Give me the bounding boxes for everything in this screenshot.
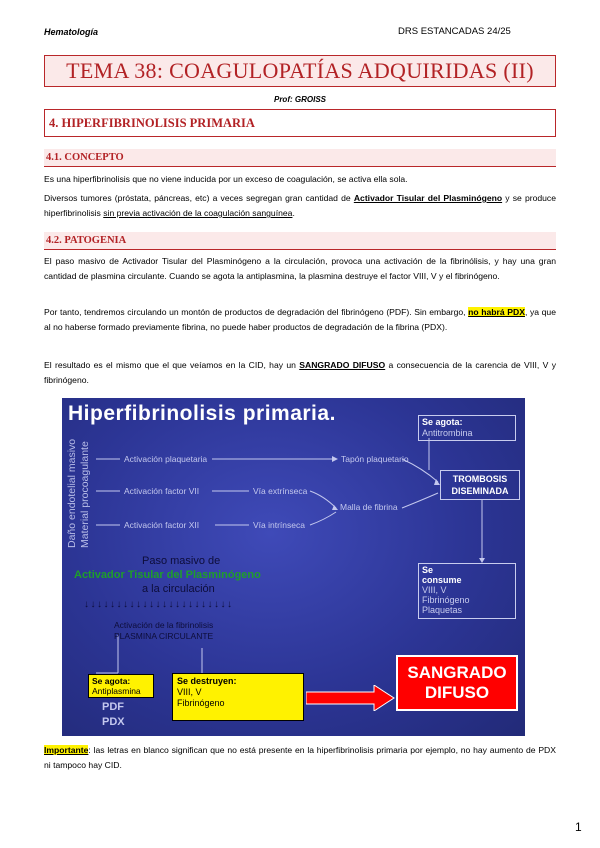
trombosis-box (440, 470, 520, 500)
consume-line-2: consume (422, 575, 462, 585)
sangrado-difuso-box (396, 655, 518, 711)
concepto-sin-previa-emphasis: sin previa activación de la coagulación sanguínea (103, 208, 293, 218)
hiperfibrinolisis-diagram (62, 398, 525, 736)
label-tapon-plaquetario: Tapón plaquetario (341, 454, 409, 464)
sangrado-line-1: SANGRADO (407, 663, 507, 682)
patogenia-text-d: El resultado es el mismo que el que veíamos en la CID, hay un (44, 360, 300, 370)
important-text: : las letras en blanco significan que no está presente en la hiperfibrinolisis primaria por ejemplo, no hay aumento de PDX ni tampoco hay CID. (44, 745, 556, 770)
concepto-text-a: Diversos tumores (próstata, páncreas, etc) a veces segregan gran cantidad de (44, 193, 354, 203)
antitrombina-value: Antitrombina (422, 428, 473, 438)
subsection-patogenia-title: 4.2. PATOGENIA (46, 235, 127, 246)
patogenia-text-a: Por tanto, tendremos circulando un montón de productos de degradación del fibrinógeno (PDF). Sin embargo, (44, 307, 469, 317)
diagram-title: Hiperfibrinolisis primaria. (68, 402, 336, 425)
section-heading: 4. HIPERFIBRINOLISIS PRIMARIA (49, 115, 255, 130)
subsection-concepto (44, 149, 556, 167)
paso-masivo-line-3: a la circulación (142, 583, 215, 595)
concepto-text-c: y se produce hiperfibrinolisis (44, 193, 556, 218)
label-activacion-plaquetaria: Activación plaquetaria (124, 454, 208, 464)
header-subject: Hematología (44, 27, 99, 37)
page-number: 1 (575, 820, 582, 834)
consume-box (418, 563, 516, 619)
trombosis-line-1: TROMBOSIS (452, 474, 508, 484)
antiplasmina-value: Antiplasmina (92, 686, 141, 696)
fibrinolisis-line-2: PLASMINA CIRCULANTE (114, 631, 214, 641)
important-note (44, 743, 556, 773)
label-activacion-factor-vii: Activación factor VII (124, 486, 200, 496)
red-arrow-icon (306, 685, 396, 711)
destruyen-title: Se destruyen: (177, 676, 237, 686)
patogenia-no-pdx-highlight: no habrá PDX (468, 307, 525, 317)
page-title-box (44, 55, 556, 87)
trombosis-line-2: DISEMINADA (451, 486, 509, 496)
label-via-intrinseca: Vía intrínseca (253, 520, 305, 530)
consume-line-5: Plaquetas (422, 605, 463, 615)
paso-masivo-line-1: Paso masivo de (142, 555, 221, 567)
paso-masivo-line-2: Activador Tisular del Plasminógeno (74, 569, 261, 581)
consume-line-3: VIII, V (422, 585, 447, 595)
concepto-paragraph-2 (44, 191, 556, 221)
subsection-patogenia (44, 232, 556, 250)
consume-line-1: Se (422, 565, 434, 575)
subsection-concepto-title: 4.1. CONCEPTO (46, 152, 124, 163)
pdx-label: PDX (102, 716, 125, 728)
destruyen-line-2: Fibrinógeno (177, 698, 225, 708)
concepto-activador-emphasis: Activador Tisular del Plasminógeno (353, 193, 503, 203)
label-malla-fibrina: Malla de fibrina (340, 502, 398, 512)
antitrombina-box (418, 415, 516, 441)
concepto-paragraph-1: Es una hiperfibrinolisis que no viene inducida por un exceso de coagulación, se activa ella sola. (44, 174, 408, 184)
diagram-vertical-label-2: Material procoagulante (79, 441, 91, 548)
diagram-vertical-label-1: Daño endotelial masivo (66, 438, 78, 548)
label-activacion-factor-xii: Activación factor XII (124, 520, 200, 530)
section-heading-box (44, 109, 556, 137)
sangrado-line-2: DIFUSO (424, 683, 490, 702)
patogenia-text-f: a consecuencia de la carencia de VIII, V y fibrinógeno. (44, 360, 556, 385)
down-arrows-row: ↓↓↓↓↓↓↓↓↓↓↓↓↓↓↓↓↓↓↓↓↓↓↓ (84, 599, 234, 610)
patogenia-paragraph-3 (44, 358, 556, 388)
label-via-extrinseca: Vía extrínseca (253, 486, 308, 496)
antiplasmina-title: Se agota: (92, 676, 131, 686)
patogenia-text-c: , ya que al no haberse formado previamente fibrina, no puede haber productos de degradación de la fibrina (PDX). (44, 307, 556, 332)
patogenia-sangrado-emphasis: SANGRADO DIFUSO (299, 360, 386, 370)
header-course: DRS ESTANCADAS 24/25 (398, 26, 511, 37)
fibrinolisis-line-1: Activación de la fibrinolisis (114, 620, 214, 630)
important-label: Importante (44, 745, 89, 755)
professor-label: Prof: GROISS (273, 95, 326, 104)
concepto-text-e: . (292, 208, 295, 218)
patogenia-paragraph-2 (44, 305, 556, 335)
antitrombina-title: Se agota: (422, 417, 463, 427)
page-title: TEMA 38: COAGULOPATÍAS ADQUIRIDAS (II) (66, 58, 534, 83)
destruyen-box (172, 673, 304, 721)
consume-line-4: Fibrinógeno (422, 595, 470, 605)
antiplasmina-box (88, 674, 154, 698)
pdf-label: PDF (102, 701, 124, 713)
destruyen-line-1: VIII, V (177, 687, 202, 697)
patogenia-paragraph-1: El paso masivo de Activador Tisular del Plasminógeno a la circulación, provoca una activación de la fibrinólisis, y hay una gran cantidad de plasmina circulante. Cuando se agota la antiplasmina, la plasmina destruye el factor VIII, V y el fibrinógeno. (44, 256, 556, 281)
